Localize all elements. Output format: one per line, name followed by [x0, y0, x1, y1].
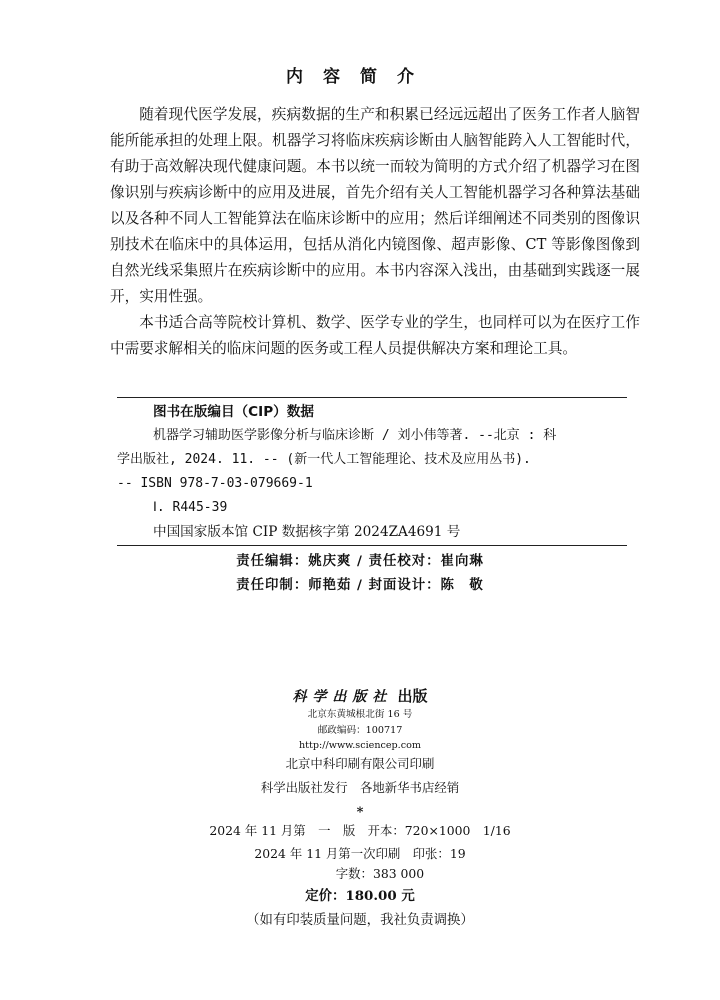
publisher-heading: [0, 685, 720, 706]
publisher-name: 科学出版社: [292, 689, 393, 705]
summary-paragraph-1: 随着现代医学发展，疾病数据的生产和积累已经远远超出了医务工作者人脑智能所能承担的处理上限。机器学习将临床疾病诊断由人脑智能跨入人工智能时代，有助于高效解决现代健康问题。本书以统一而较为简明的方式介绍了机器学习在图像识别与疾病诊断中的应用及进展，首先介绍有关人工智能机器学习各种算法基础以及各种不同人工智能算法在临床诊断中的应用；然后详细阐述不同类别的图像识别技术在临床中的具体运用，包括从消化内镜图像、超声影像、CT 等影像图像到自然光线采集照片在疾病诊断中的应用。本书内容深入浅出，由基础到实践逐一展开，实用性强。: [110, 106, 640, 305]
distribution-line: 科学出版社发行 各地新华书店经销: [260, 780, 460, 795]
cip-top-rule: [117, 397, 627, 398]
summary-paragraph-2: 本书适合高等院校计算机、数学、医学专业的学生，也同样可以为在医疗工作中需要求解相关的临床问题的医务或工程人员提供解决方案和理论工具。: [110, 314, 640, 357]
printer-line: 北京中科印刷有限公司印刷: [285, 756, 435, 771]
cip-approval: 中国国家版本馆 CIP 数据核字第 2024ZA4691 号: [153, 524, 461, 540]
staff-line-2: 责任印制：师艳茹 / 封面设计：陈 敬: [236, 577, 484, 593]
cip-classification: Ⅰ. R445-39: [153, 500, 228, 515]
staff-line-1: 责任编辑：姚庆爽 / 责任校对：崔向琳: [236, 553, 484, 569]
price-line: 定价：180.00 元: [305, 888, 415, 904]
summary-body: [110, 102, 640, 362]
separator-star: *: [356, 805, 364, 820]
edition-line: 2024 年 11 月第 一 版 开本：720×1000 1/16: [209, 823, 511, 838]
cip-block: [117, 400, 627, 544]
summary-title: 内容简介: [286, 67, 434, 87]
word-count-line: 字数：383 000: [335, 866, 425, 881]
publisher-url: http://www.sciencep.com: [299, 740, 421, 751]
cip-bottom-rule: [117, 545, 627, 546]
publisher-suffix: 出版: [397, 687, 428, 705]
cip-heading: 图书在版编目（CIP）数据: [153, 404, 314, 420]
cip-entry-line-2: 学出版社, 2024. 11. -- (新一代人工智能理论、技术及应用丛书).: [117, 452, 531, 467]
printing-line: 2024 年 11 月第一次印刷 印张：19: [254, 846, 466, 861]
publisher-address: 北京东黄城根北街 16 号: [307, 709, 413, 720]
publisher-postcode: 邮政编码：100717: [317, 725, 403, 736]
cip-entry-line-3: -- ISBN 978-7-03-079669-1: [117, 476, 313, 491]
cip-entry-line-1: 机器学习辅助医学影像分析与临床诊断 / 刘小伟等著. --北京 : 科: [153, 428, 557, 443]
quality-note: （如有印装质量问题，我社负责调换）: [246, 913, 474, 928]
